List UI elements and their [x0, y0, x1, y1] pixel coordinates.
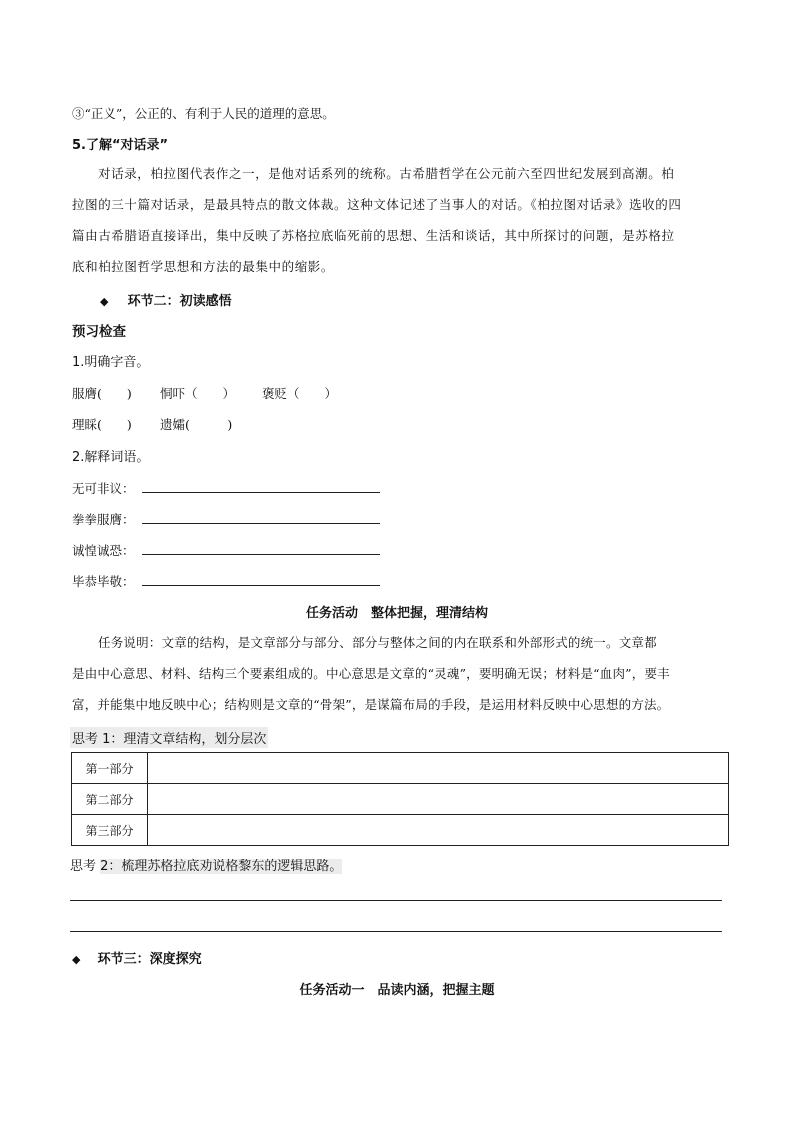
- answer-blank[interactable]: [142, 492, 380, 493]
- stage-3-title: 环节三：深度探究: [97, 952, 202, 967]
- stage-2-title: 环节二：初读感悟: [127, 294, 232, 309]
- term-label: 毕恭毕敬：: [72, 574, 135, 589]
- term-label: 拳拳服膺：: [72, 512, 135, 527]
- table-row: [72, 815, 729, 846]
- answer-blank[interactable]: [142, 585, 380, 586]
- dialogue-line: 对话录，柏拉图代表作之一，是他对话系列的统称。古希腊哲学在公元前六至四世纪发展到高潮。柏: [98, 166, 675, 181]
- table-row: [72, 784, 729, 815]
- stage-3-heading: [72, 948, 202, 967]
- part-label: 第二部分: [72, 784, 148, 815]
- answer-blank[interactable]: [142, 523, 380, 524]
- task-description: [72, 627, 722, 720]
- task-desc-line: 任务说明：文章的结构，是文章部分与部分、部分与整体之间的内在联系和外部形式的统一。文章都: [98, 635, 657, 650]
- pronunciation-item: 褒贬（ ）: [262, 386, 338, 401]
- part-label: 第一部分: [72, 753, 148, 784]
- think-2-text: ：梳理苏格拉底劝说格黎东的逻辑思路。: [108, 859, 343, 874]
- think-2-number: 2: [100, 859, 109, 874]
- diamond-bullet-icon: ◆: [72, 953, 81, 966]
- table-row: [72, 753, 729, 784]
- task-activity-title: 任务活动 整体把握，理清结构: [305, 606, 488, 621]
- part-answer-cell[interactable]: [148, 753, 729, 784]
- answer-line[interactable]: [70, 900, 722, 901]
- dialogue-line: 篇由古希腊语直接译出，集中反映了苏格拉底临死前的思想、生活和谈话，其中所探讨的问题，是苏格拉: [72, 228, 675, 243]
- task-desc-line: 富，并能集中地反映中心；结构则是文章的“骨架”，是谋篇布局的手段，是运用材料反映中心思想的方法。: [72, 697, 670, 712]
- question-1-title: 1.明确字音。: [72, 355, 150, 370]
- question-2-title: 2.解释词语。: [72, 450, 150, 465]
- answer-blank[interactable]: [142, 554, 380, 555]
- structure-table: [71, 752, 729, 846]
- answer-line[interactable]: [70, 931, 722, 932]
- term-label: 诚惶诚恐：: [72, 543, 135, 558]
- preview-title: 预习检查: [72, 324, 126, 340]
- dialogue-line: 拉图的三十篇对话录，是最具特点的散文体裁。这种文体记述了当事人的对话。《柏拉图对话录》选收的四: [72, 197, 682, 212]
- pronunciation-item: 服膺( ): [72, 386, 132, 401]
- pronunciation-item: 恫吓（ ）: [160, 386, 236, 401]
- part-answer-cell[interactable]: [148, 784, 729, 815]
- pronunciation-item: 理睬( ): [72, 417, 132, 432]
- think-1-prompt: 思考 1：理清文章结构，划分层次: [70, 727, 268, 748]
- dialogue-paragraph: [72, 158, 722, 282]
- diamond-bullet-icon: ◆: [100, 295, 109, 308]
- think-2-prompt: [70, 855, 342, 874]
- section-5-title: 5.了解“对话录”: [72, 138, 169, 153]
- part-label: 第三部分: [72, 815, 148, 846]
- think-2-prefix: 思考: [70, 859, 101, 874]
- dialogue-line: 底和柏拉图哲学思想和方法的最集中的缩影。: [72, 259, 335, 274]
- item-3-text: ③“正义”，公正的、有利于人民的道理的意思。: [72, 106, 335, 121]
- pronunciation-item: 遗孀( ): [160, 417, 233, 432]
- task-activity-1-title: 任务活动一 品读内涵，把握主题: [299, 983, 495, 998]
- stage-2-heading: [100, 290, 232, 309]
- part-answer-cell[interactable]: [148, 815, 729, 846]
- task-desc-line: 是由中心意思、材料、结构三个要素组成的。中心意思是文章的“灵魂”，要明确无误；材料是“血肉”，要丰: [72, 666, 670, 681]
- term-label: 无可非议：: [72, 481, 135, 496]
